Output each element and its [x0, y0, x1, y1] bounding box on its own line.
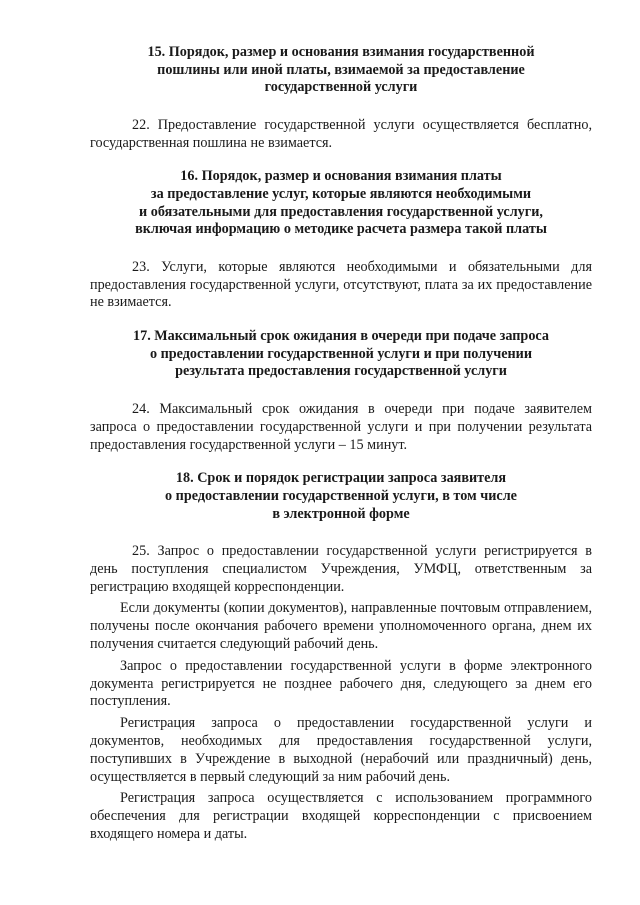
heading-line: 18. Срок и порядок регистрации запроса заявителя	[175, 470, 507, 487]
heading-line: 17. Максимальный срок ожидания в очереди при подаче запроса	[133, 328, 549, 345]
paragraph-25-weekend: Регистрация запроса о предоставлении государственной услуги и документов, необходимых для предоставления государственной услуги, поступивших в Учреждение в выходной (нерабочий или праздничный) день, осуществляется в первый следующий за ним рабочий день.	[90, 715, 592, 785]
heading-line: в электронной форме	[272, 505, 410, 522]
heading-line: о предоставлении государственной услуги, в том числе	[165, 487, 517, 504]
section-16-heading	[90, 168, 592, 238]
heading-line: и обязательными для предоставления государственной услуги,	[139, 203, 543, 220]
heading-line: пошлины или иной платы, взимаемой за предоставление	[157, 61, 525, 78]
heading-line: 15. Порядок, размер и основания взимания государственной	[147, 44, 535, 60]
heading-line: за предоставление услуг, которые являются необходимыми	[150, 185, 532, 202]
paragraph-25-postal: Если документы (копии документов), направленные почтовым отправлением, получены после окончания рабочего времени уполномоченного органа, днем их получения считается следующий рабочий день.	[90, 600, 592, 653]
paragraph-25-electronic: Запрос о предоставлении государственной услуги в форме электронного документа регистрируется не позднее рабочего дня, следующего за днем его поступления.	[90, 657, 592, 710]
paragraph-25: 25. Запрос о предоставлении государственной услуги регистрируется в день поступления специалистом Учреждения, УМФЦ, ответственным за регистрацию входящей корреспонденции.	[90, 543, 592, 595]
paragraph-22: 22. Предоставление государственной услуги осуществляется бесплатно, государственная пошлина не взимается.	[90, 116, 592, 151]
heading-line: 16. Порядок, размер и основания взимания платы	[180, 168, 502, 185]
paragraph-24: 24. Максимальный срок ожидания в очереди при подаче заявителем запроса о предоставлении государственной услуги и при получении результата предоставления государственной услуги – 15 минут.	[90, 400, 592, 453]
heading-line: включая информацию о методике расчета размера такой платы	[135, 221, 547, 238]
heading-line: результата предоставления государственной услуги	[175, 363, 507, 380]
paragraph-23: 23. Услуги, которые являются необходимыми и обязательными для предоставления государственной услуги, отсутствуют, плата за их предоставление не взимается.	[90, 258, 592, 311]
section-18-heading	[90, 470, 592, 523]
section-17-heading	[90, 328, 592, 381]
heading-line: государственной услуги	[264, 79, 418, 96]
paragraph-25-software: Регистрация запроса осуществляется с использованием программного обеспечения для регистрации входящей корреспонденции с присвоением входящего номера и даты.	[90, 790, 592, 843]
heading-line: о предоставлении государственной услуги и при получении	[149, 345, 533, 362]
section-15-heading	[90, 44, 592, 97]
